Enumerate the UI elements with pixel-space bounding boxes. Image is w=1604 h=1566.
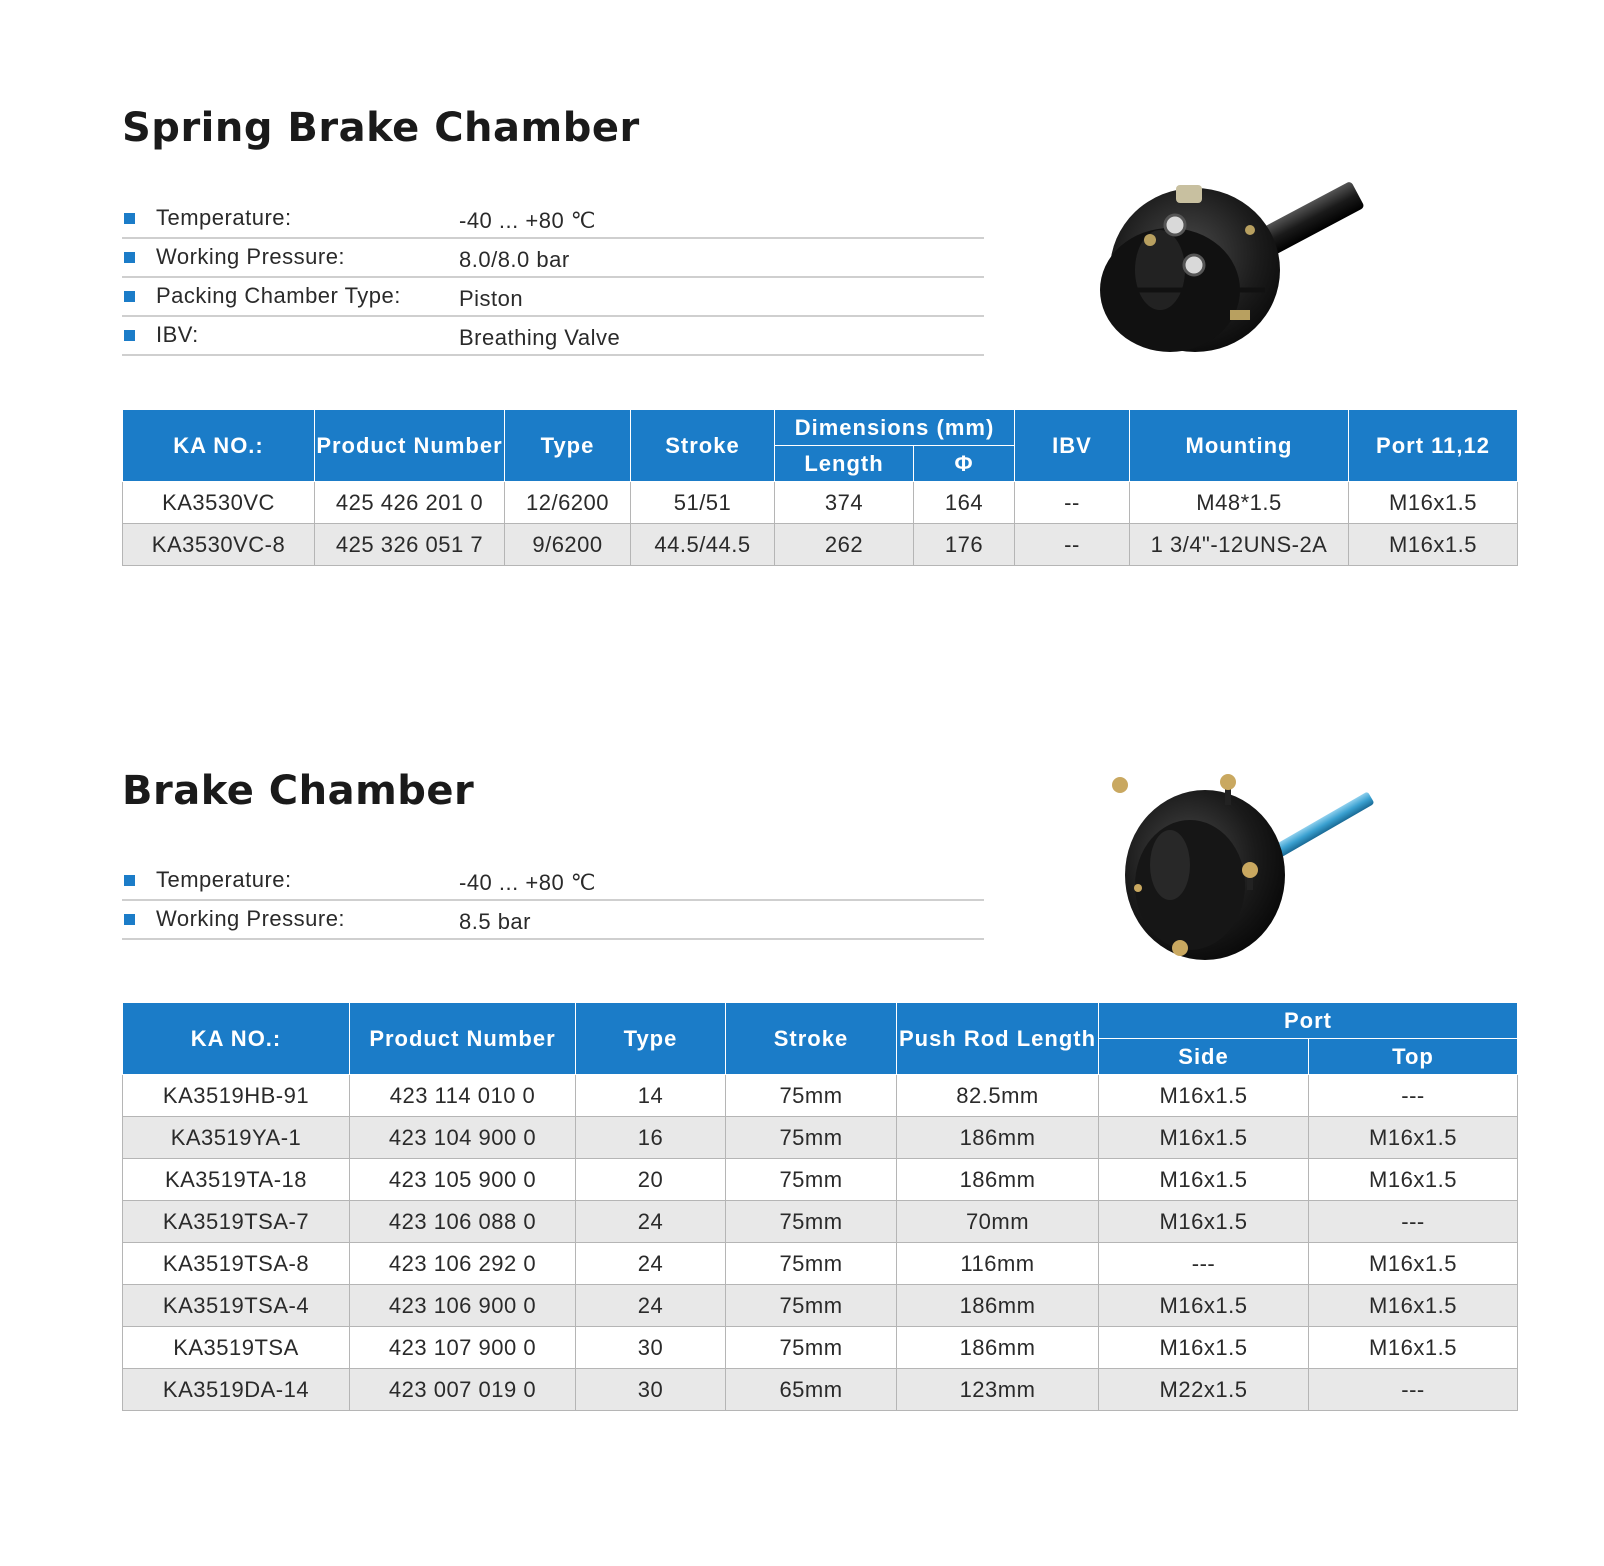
spec-row-working-pressure bbox=[122, 901, 984, 940]
cell-port-side: M16x1.5 bbox=[1099, 1117, 1309, 1159]
cell-mounting: M48*1.5 bbox=[1130, 482, 1349, 524]
cell-port-top: M16x1.5 bbox=[1309, 1117, 1518, 1159]
spec-label: IBV: bbox=[156, 322, 199, 347]
table-row bbox=[123, 1285, 1518, 1327]
bullet-icon bbox=[124, 914, 135, 925]
header-dimensions: Dimensions (mm) bbox=[775, 410, 1015, 446]
cell-type: 24 bbox=[576, 1243, 726, 1285]
cell-phi: 176 bbox=[914, 524, 1015, 566]
header-top: Top bbox=[1309, 1039, 1518, 1075]
cell-ibv: -- bbox=[1015, 482, 1130, 524]
cell-type: 9/6200 bbox=[505, 524, 631, 566]
cell-product-number: 423 106 088 0 bbox=[350, 1201, 576, 1243]
cell-push-rod-length: 186mm bbox=[897, 1159, 1099, 1201]
cell-port-top: --- bbox=[1309, 1369, 1518, 1411]
header-port: Port bbox=[1099, 1003, 1518, 1039]
cell-type: 24 bbox=[576, 1201, 726, 1243]
header-length: Length bbox=[775, 446, 914, 482]
spec-label: Working Pressure: bbox=[156, 244, 346, 269]
cell-port-side: --- bbox=[1099, 1243, 1309, 1285]
header-mounting: Mounting bbox=[1130, 410, 1349, 482]
cell-stroke: 75mm bbox=[726, 1243, 897, 1285]
spec-value: -40 ... +80 ℃ bbox=[459, 870, 596, 895]
cell-stroke: 65mm bbox=[726, 1369, 897, 1411]
spec-row-working-pressure bbox=[122, 239, 984, 278]
cell-type: 24 bbox=[576, 1285, 726, 1327]
header-ibv: IBV bbox=[1015, 410, 1130, 482]
header-ka-no: KA NO.: bbox=[123, 1003, 350, 1075]
cell-product-number: 423 106 900 0 bbox=[350, 1285, 576, 1327]
spec-label: Packing Chamber Type: bbox=[156, 283, 401, 308]
spec-row-temperature bbox=[122, 200, 984, 239]
cell-port-top: --- bbox=[1309, 1201, 1518, 1243]
cell-stroke: 75mm bbox=[726, 1327, 897, 1369]
header-side: Side bbox=[1099, 1039, 1309, 1075]
spring-brake-chamber-title: Spring Brake Chamber bbox=[122, 105, 640, 151]
spec-value: Piston bbox=[459, 286, 524, 311]
cell-stroke: 75mm bbox=[726, 1117, 897, 1159]
header-port: Port 11,12 bbox=[1349, 410, 1518, 482]
cell-type: 16 bbox=[576, 1117, 726, 1159]
cell-type: 14 bbox=[576, 1075, 726, 1117]
header-stroke: Stroke bbox=[631, 410, 775, 482]
cell-stroke: 44.5/44.5 bbox=[631, 524, 775, 566]
cell-ka-no: KA3519TSA bbox=[123, 1327, 350, 1369]
cell-port-side: M22x1.5 bbox=[1099, 1369, 1309, 1411]
cell-port-top: M16x1.5 bbox=[1309, 1243, 1518, 1285]
table-row bbox=[123, 482, 1518, 524]
spec-label: Temperature: bbox=[156, 205, 292, 230]
cell-push-rod-length: 186mm bbox=[897, 1285, 1099, 1327]
cell-port-side: M16x1.5 bbox=[1099, 1201, 1309, 1243]
cell-push-rod-length: 116mm bbox=[897, 1243, 1099, 1285]
cell-length: 374 bbox=[775, 482, 914, 524]
table-row bbox=[123, 1117, 1518, 1159]
brake-chamber-table bbox=[122, 1002, 1518, 1411]
cell-push-rod-length: 186mm bbox=[897, 1327, 1099, 1369]
spec-label: Working Pressure: bbox=[156, 906, 346, 931]
cell-ka-no: KA3530VC-8 bbox=[123, 524, 315, 566]
cell-phi: 164 bbox=[914, 482, 1015, 524]
bullet-icon bbox=[124, 291, 135, 302]
cell-product-number: 423 107 900 0 bbox=[350, 1327, 576, 1369]
table-row bbox=[123, 1159, 1518, 1201]
cell-type: 12/6200 bbox=[505, 482, 631, 524]
table-row bbox=[123, 1243, 1518, 1285]
cell-product-number: 423 114 010 0 bbox=[350, 1075, 576, 1117]
cell-port-top: --- bbox=[1309, 1075, 1518, 1117]
spec-value: -40 ... +80 ℃ bbox=[459, 208, 596, 233]
cell-ka-no: KA3519TSA-4 bbox=[123, 1285, 350, 1327]
bullet-icon bbox=[124, 330, 135, 341]
cell-ka-no: KA3519YA-1 bbox=[123, 1117, 350, 1159]
cell-ka-no: KA3519HB-91 bbox=[123, 1075, 350, 1117]
cell-ka-no: KA3519TSA-7 bbox=[123, 1201, 350, 1243]
spring-brake-chamber-image bbox=[1090, 150, 1390, 365]
cell-push-rod-length: 82.5mm bbox=[897, 1075, 1099, 1117]
cell-port-side: M16x1.5 bbox=[1099, 1159, 1309, 1201]
header-ka-no: KA NO.: bbox=[123, 410, 315, 482]
cell-product-number: 425 426 201 0 bbox=[315, 482, 505, 524]
brake-chamber-title: Brake Chamber bbox=[122, 768, 475, 814]
cell-push-rod-length: 123mm bbox=[897, 1369, 1099, 1411]
spec-label: Temperature: bbox=[156, 867, 292, 892]
cell-ka-no: KA3530VC bbox=[123, 482, 315, 524]
cell-product-number: 423 007 019 0 bbox=[350, 1369, 576, 1411]
cell-type: 30 bbox=[576, 1327, 726, 1369]
cell-length: 262 bbox=[775, 524, 914, 566]
cell-type: 20 bbox=[576, 1159, 726, 1201]
table-row bbox=[123, 1201, 1518, 1243]
header-phi: Φ bbox=[914, 446, 1015, 482]
header-product-number: Product Number bbox=[350, 1003, 576, 1075]
cell-port-top: M16x1.5 bbox=[1309, 1159, 1518, 1201]
cell-push-rod-length: 186mm bbox=[897, 1117, 1099, 1159]
cell-ka-no: KA3519TA-18 bbox=[123, 1159, 350, 1201]
cell-product-number: 423 104 900 0 bbox=[350, 1117, 576, 1159]
cell-ka-no: KA3519DA-14 bbox=[123, 1369, 350, 1411]
header-type: Type bbox=[576, 1003, 726, 1075]
cell-port-side: M16x1.5 bbox=[1099, 1327, 1309, 1369]
header-type: Type bbox=[505, 410, 631, 482]
header-push-rod-length: Push Rod Length bbox=[897, 1003, 1099, 1075]
spec-value: 8.0/8.0 bar bbox=[459, 247, 570, 272]
cell-stroke: 75mm bbox=[726, 1285, 897, 1327]
bullet-icon bbox=[124, 252, 135, 263]
cell-port-top: M16x1.5 bbox=[1309, 1327, 1518, 1369]
cell-ibv: -- bbox=[1015, 524, 1130, 566]
cell-type: 30 bbox=[576, 1369, 726, 1411]
cell-port: M16x1.5 bbox=[1349, 482, 1518, 524]
spec-value: Breathing Valve bbox=[459, 325, 621, 350]
cell-push-rod-length: 70mm bbox=[897, 1201, 1099, 1243]
cell-stroke: 75mm bbox=[726, 1159, 897, 1201]
header-stroke: Stroke bbox=[726, 1003, 897, 1075]
spec-row-ibv bbox=[122, 317, 984, 356]
spec-row-packing-chamber-type bbox=[122, 278, 984, 317]
table-row bbox=[123, 524, 1518, 566]
table-row bbox=[123, 1327, 1518, 1369]
header-product-number: Product Number bbox=[315, 410, 505, 482]
spring-brake-chamber-table bbox=[122, 409, 1518, 566]
cell-product-number: 425 326 051 7 bbox=[315, 524, 505, 566]
spec-value: 8.5 bar bbox=[459, 909, 531, 934]
cell-ka-no: KA3519TSA-8 bbox=[123, 1243, 350, 1285]
cell-port: M16x1.5 bbox=[1349, 524, 1518, 566]
bullet-icon bbox=[124, 875, 135, 886]
spec-row-temperature bbox=[122, 862, 984, 901]
cell-port-top: M16x1.5 bbox=[1309, 1285, 1518, 1327]
cell-stroke: 75mm bbox=[726, 1075, 897, 1117]
spring-brake-spec-list bbox=[122, 200, 984, 356]
cell-product-number: 423 106 292 0 bbox=[350, 1243, 576, 1285]
bullet-icon bbox=[124, 213, 135, 224]
table-row bbox=[123, 1075, 1518, 1117]
cell-port-side: M16x1.5 bbox=[1099, 1075, 1309, 1117]
cell-product-number: 423 105 900 0 bbox=[350, 1159, 576, 1201]
brake-chamber-spec-list bbox=[122, 862, 984, 940]
cell-stroke: 75mm bbox=[726, 1201, 897, 1243]
cell-mounting: 1 3/4"-12UNS-2A bbox=[1130, 524, 1349, 566]
table-row bbox=[123, 1369, 1518, 1411]
cell-stroke: 51/51 bbox=[631, 482, 775, 524]
cell-port-side: M16x1.5 bbox=[1099, 1285, 1309, 1327]
brake-chamber-image bbox=[1110, 770, 1400, 980]
